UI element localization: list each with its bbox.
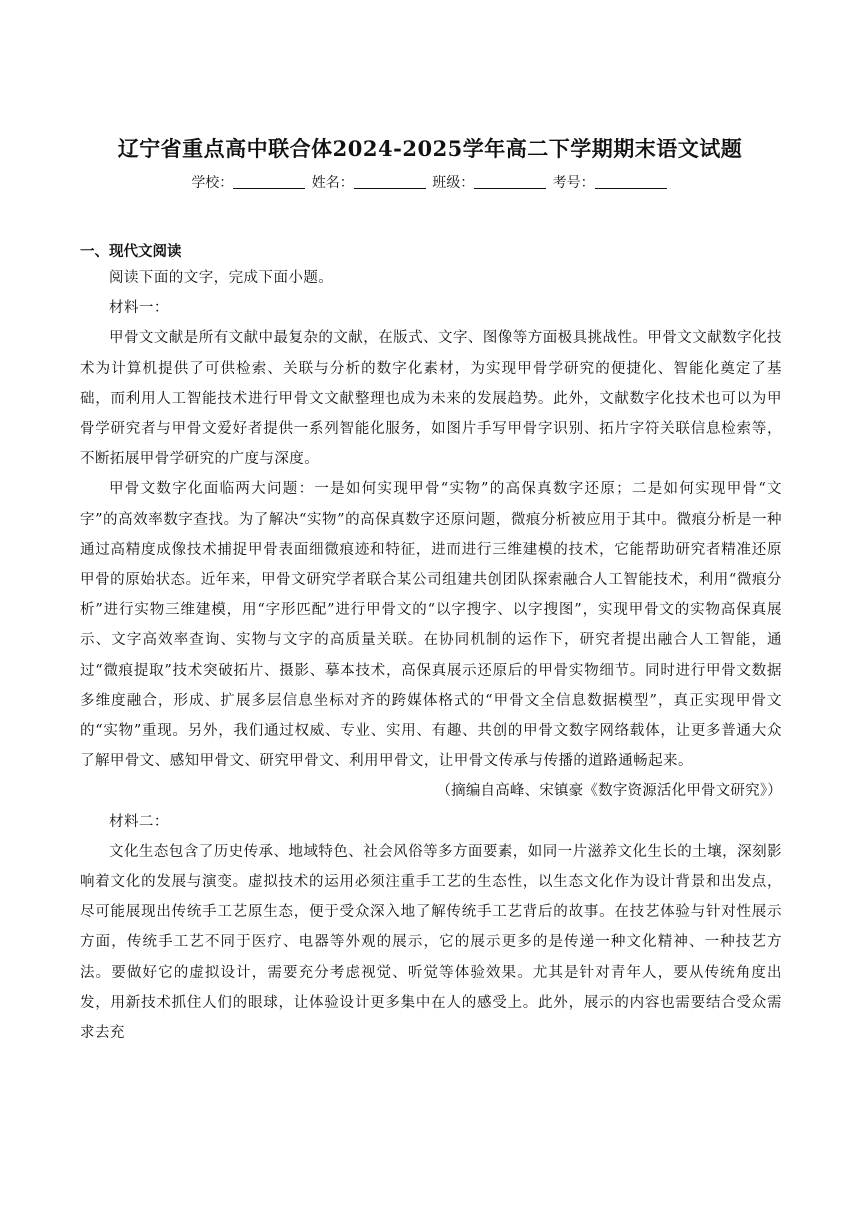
material-2-paragraph-1: 文化生态包含了历史传承、地域特色、社会风俗等多方面要素，如同一片滋养文化生长的土壤，深刻影响着文化的发展与演变。虚拟技术的运用必须注重手工艺的生态性，以生态文化作为设计背景和出发点，尽可能展现出传统手工艺原生态，便于受众深入地了解传统手工艺背后的故事。在技艺体验与针对性展示方面，传统手工艺不同于医疗、电器等外观的展示，它的展示更多的是传递一种文化精神、一种技艺方法。要做好它的虚拟设计，需要充分考虑视觉、听觉等体验效果。尤其是针对青年人，要从传统角度出发，用新技术抓住人们的眼球，让体验设计更多集中在人的感受上。此外，展示的内容也需要结合受众需求去充 xyxy=(80,843,782,1042)
instruction: 阅读下面的文字，完成下面小题。 xyxy=(109,270,334,286)
material-1-source: （摘编自高峰、宋镇豪《数字资源活化甲骨文研究》） xyxy=(436,783,782,800)
name-blank[interactable] xyxy=(354,174,426,189)
class-blank[interactable] xyxy=(474,174,546,189)
name-label: 姓名： xyxy=(311,175,354,191)
school-blank[interactable] xyxy=(233,174,305,189)
section-heading: 一、现代文阅读 xyxy=(80,243,182,260)
material-1-label: 材料一： xyxy=(109,300,169,317)
material-2-label: 材料二： xyxy=(109,813,169,830)
class-label: 班级： xyxy=(432,175,475,191)
exam-title: 辽宁省重点高中联合体2024-2025学年高二下学期期末语文试题 xyxy=(117,136,743,161)
exam-number-label: 考号： xyxy=(552,175,595,191)
student-info-line xyxy=(0,172,860,194)
reading-passage xyxy=(80,263,782,1048)
exam-number-blank[interactable] xyxy=(595,174,667,189)
school-label: 学校： xyxy=(191,175,234,191)
material-1-paragraph-2: 甲骨文数字化面临两大问题：一是如何实现甲骨“实物”的高保真数字还原；二是如何实现甲骨“文字”的高效率数字查找。为了解决“实物”的高保真数字还原问题，微痕分析被应用于其中。微痕分析是一种通过高精度成像技术捕捉甲骨表面细微痕迹和特征，进而进行三维建模的技术，它能帮助研究者精准还原甲骨的原始状态。近年来，甲骨文研究学者联合某公司组建共创团队探索融合人工智能技术，利用“微痕分析”进行实物三维建模，用“字形匹配”进行甲骨文的“以字搜字、以字搜图”，实现甲骨文的实物高保真展示、文字高效率查询、实物与文字的高质量关联。在协同机制的运作下，研究者提出融合人工智能，通过“微痕提取”技术突破拓片、摄影、摹本技术，高保真展示还原后的甲骨实物细节。同时进行甲骨文数据多维度融合，形成、扩展多层信息坐标对齐的跨媒体格式的“甲骨文全信息数据模型”，真正实现甲骨文的“实物”重现。另外，我们通过权威、专业、实用、有趣、共创的甲骨文数字网络载体，让更多普通大众了解甲骨文、感知甲骨文、研究甲骨文、利用甲骨文，让甲骨文传承与传播的道路通畅起来。 xyxy=(80,481,782,770)
material-1-paragraph-1: 甲骨文文献是所有文献中最复杂的文献，在版式、文字、图像等方面极具挑战性。甲骨文文献数字化技术为计算机提供了可供检索、关联与分析的数字化素材，为实现甲骨学研究的便捷化、智能化奠定了基础，而利用人工智能技术进行甲骨文文献整理也成为未来的发展趋势。此外，文献数字化技术也可以为甲骨学研究者与甲骨文爱好者提供一系列智能化服务，如图片手写甲骨字识别、拓片字符关联信息检索等，不断拓展甲骨学研究的广度与深度。 xyxy=(80,330,782,468)
